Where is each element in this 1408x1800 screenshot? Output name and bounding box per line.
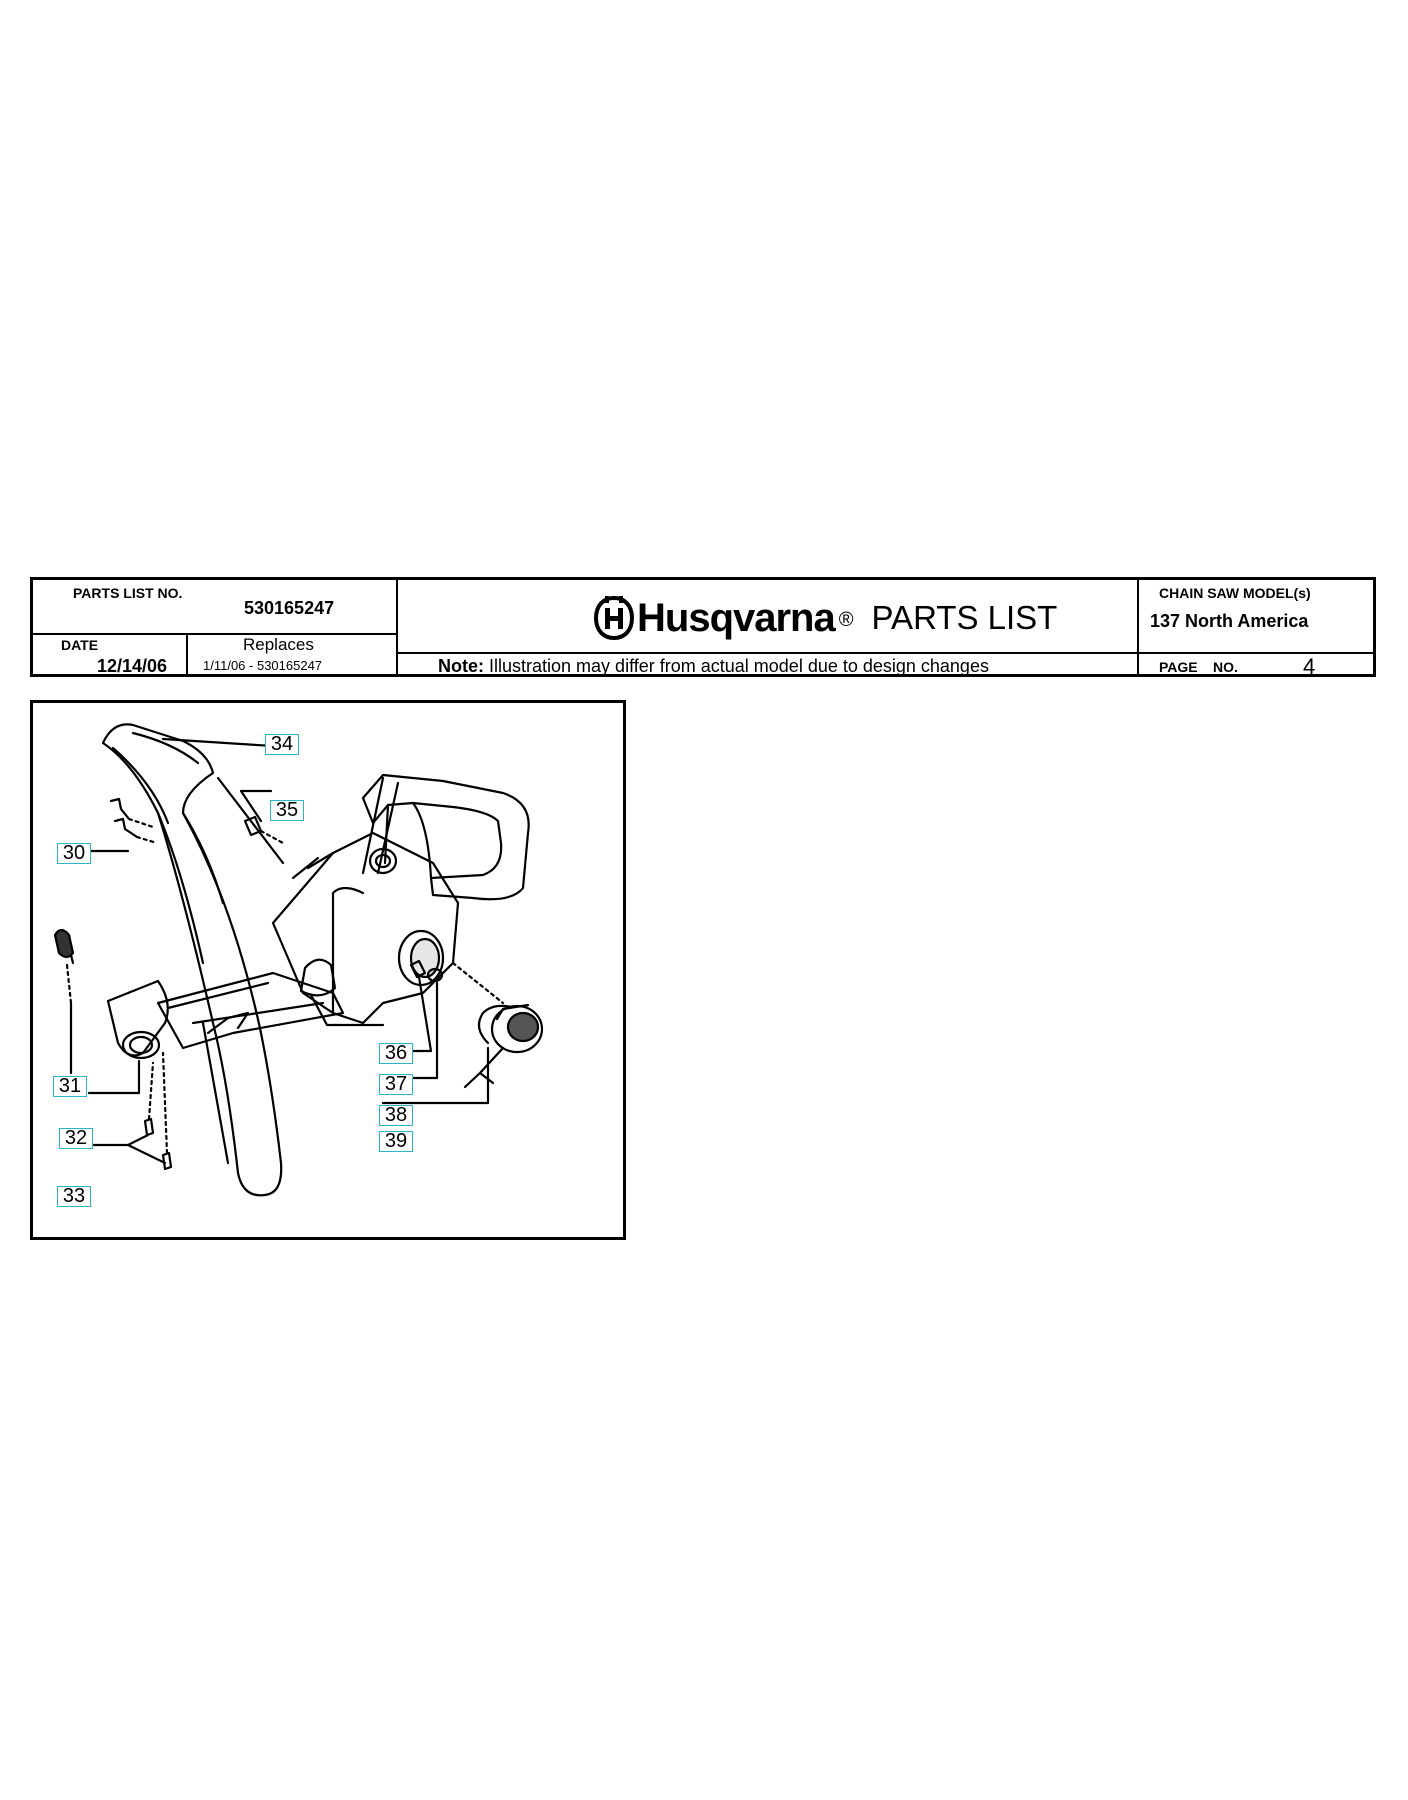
plug	[55, 930, 73, 957]
page-label: PAGE	[1159, 659, 1198, 675]
divider	[1137, 580, 1139, 674]
replaces-label: Replaces	[243, 635, 314, 654]
note-text: Illustration may differ from actual model due to design changes	[489, 656, 989, 676]
model-label: CHAIN SAW MODEL(s)	[1159, 585, 1311, 601]
screw	[163, 1153, 171, 1169]
support-arm	[158, 973, 343, 1048]
buffer	[301, 960, 335, 996]
parts-list-title: PARTS LIST	[871, 599, 1058, 636]
callout-39: 39	[379, 1131, 413, 1152]
registered-mark: ®	[838, 608, 854, 631]
note-label: Note:	[438, 656, 484, 676]
divider	[396, 580, 398, 674]
callout-30: 30	[57, 843, 91, 864]
front-handle-illustration	[33, 703, 623, 1237]
parts-list-header	[30, 577, 1376, 677]
callout-35: 35	[270, 800, 304, 821]
callout-34: 34	[265, 734, 299, 755]
parts-list-no-label: PARTS LIST NO.	[73, 585, 183, 601]
callout-36: 36	[379, 1043, 413, 1064]
parts-list-no: 530165247	[244, 598, 335, 618]
rear-handle	[363, 775, 529, 899]
screw	[245, 817, 261, 835]
callout-37: 37	[379, 1074, 413, 1095]
front-handle-bar	[103, 724, 281, 1195]
date: 12/14/06	[97, 656, 168, 676]
brand-name: Husqvarna	[637, 595, 835, 640]
brand-title	[593, 592, 1057, 644]
screw	[111, 799, 129, 819]
callout-33: 33	[57, 1186, 91, 1207]
parts-diagram	[30, 700, 626, 1240]
date-label: DATE	[61, 637, 99, 653]
callout-38: 38	[379, 1105, 413, 1126]
screw	[115, 819, 137, 837]
page-no-label: NO.	[1213, 659, 1238, 675]
callout-32: 32	[59, 1128, 93, 1149]
divider	[186, 633, 188, 674]
model-name: 137 North America	[1150, 611, 1309, 631]
screw	[145, 1119, 153, 1135]
husqvarna-logo-icon	[593, 595, 635, 641]
divider	[33, 633, 398, 635]
note	[438, 656, 989, 677]
page-number: 4	[1303, 654, 1316, 679]
callout-31: 31	[53, 1076, 87, 1097]
replaces-value: 1/11/06 - 530165247	[203, 658, 323, 673]
divider	[396, 652, 1373, 654]
